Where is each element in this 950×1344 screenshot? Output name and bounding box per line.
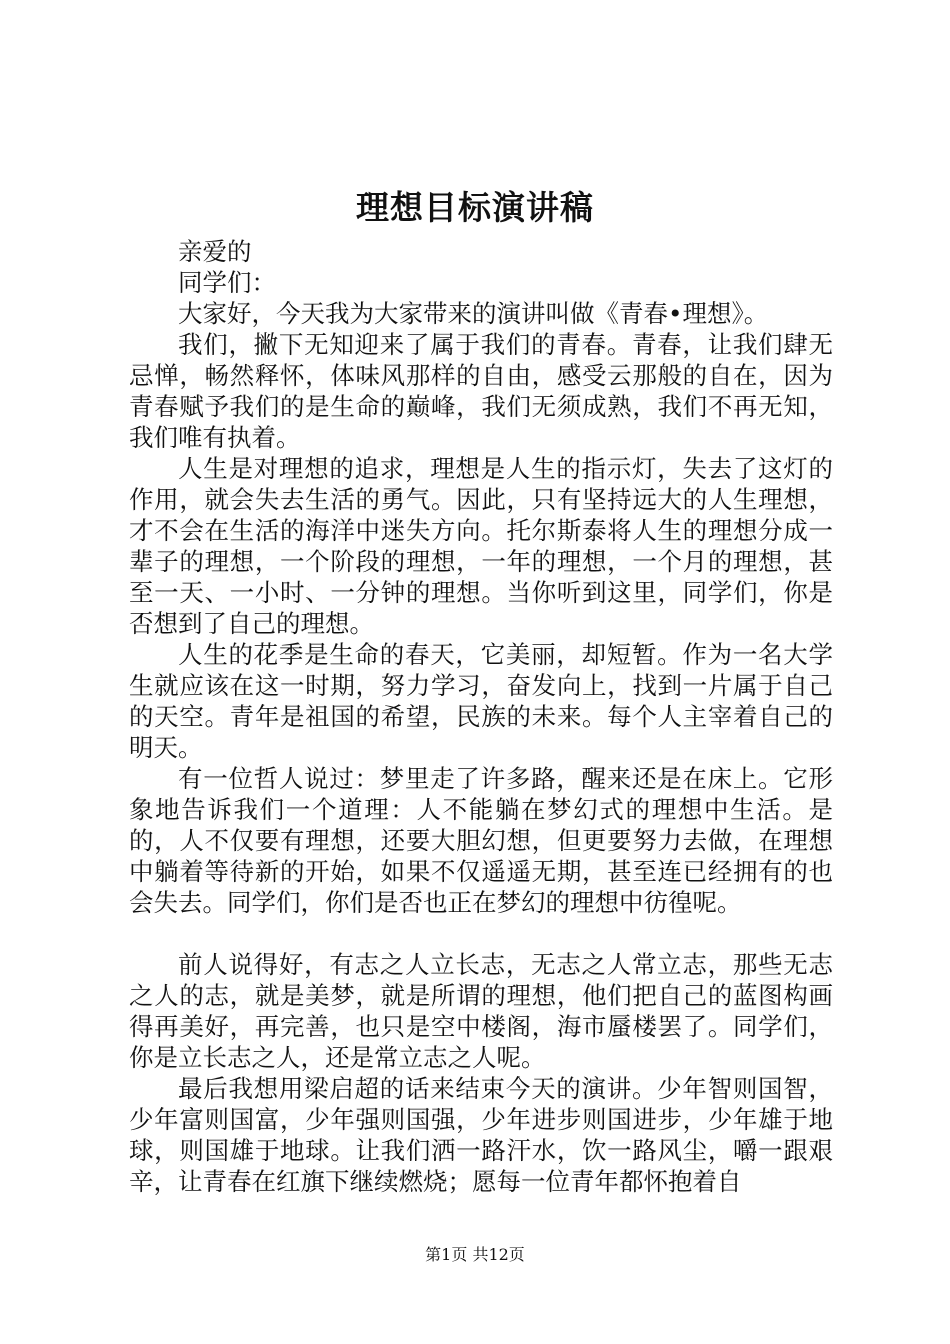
body-paragraph: 人生的花季是生命的春天，它美丽，却短暂。作为一名大学生就应该在这一时期，努力学习，奋发向上，找到一片属于自己的天空。青年是祖国的希望，民族的未来。每个人主宰着自己的明天。 [129,640,833,762]
body-paragraph: 人生是对理想的追求，理想是人生的指示灯，失去了这灯的作用，就会失去生活的勇气。因此，只有坚持远大的人生理想，才不会在生活的海洋中迷失方向。托尔斯泰将人生的理想分成一辈子的理想，一个阶段的理想，一年的理想，一个月的理想，甚至一天、一小时、一分钟的理想。当你听到这里，同学们，你是否想到了自己的理想。 [129,454,833,638]
body-paragraph: 我们，撇下无知迎来了属于我们的青春。青春，让我们肆无忌惮，畅然释怀，体味风那样的自由，感受云那般的自在，因为青春赋予我们的是生命的巅峰，我们无须成熟，我们不再无知，我们唯有执着。 [129,330,833,452]
page-number-footer: 第1页 共12页 [425,1245,525,1264]
body-paragraph: 最后我想用梁启超的话来结束今天的演讲。少年智则国智，少年富则国富，少年强则国强，少年进步则国进步，少年雄于地球，则国雄于地球。让我们洒一路汗水，饮一路风尘，嚼一跟艰辛，让青春在红旗下继续燃烧；愿每一位青年都怀抱着自 [129,1074,833,1196]
salutation-line-2: 同学们： [178,268,276,297]
body-paragraph: 有一位哲人说过：梦里走了许多路，醒来还是在床上。它形象地告诉我们一个道理：人不能躺在梦幻式的理想中生活。是的，人不仅要有理想，还要大胆幻想，但更要努力去做，在理想中躺着等待新的开始，如果不仅遥遥无期，甚至连已经拥有的也会失去。同学们，你们是否也正在梦幻的理想中彷徨呢。 [129,764,833,917]
salutation-line-1: 亲爱的 [178,237,252,266]
document-body [129,236,833,1197]
body-paragraph: 前人说得好，有志之人立长志，无志之人常立志，那些无志之人的志，就是美梦，就是所谓的理想，他们把自己的蓝图构画得再美好，再完善，也只是空中楼阁，海市蜃楼罢了。同学们，你是立长志之人，还是常立志之人呢。 [129,950,833,1072]
greeting-paragraph: 大家好，今天我为大家带来的演讲叫做《青春•理想》。 [178,299,769,328]
document-title: 理想目标演讲稿 [356,188,594,227]
